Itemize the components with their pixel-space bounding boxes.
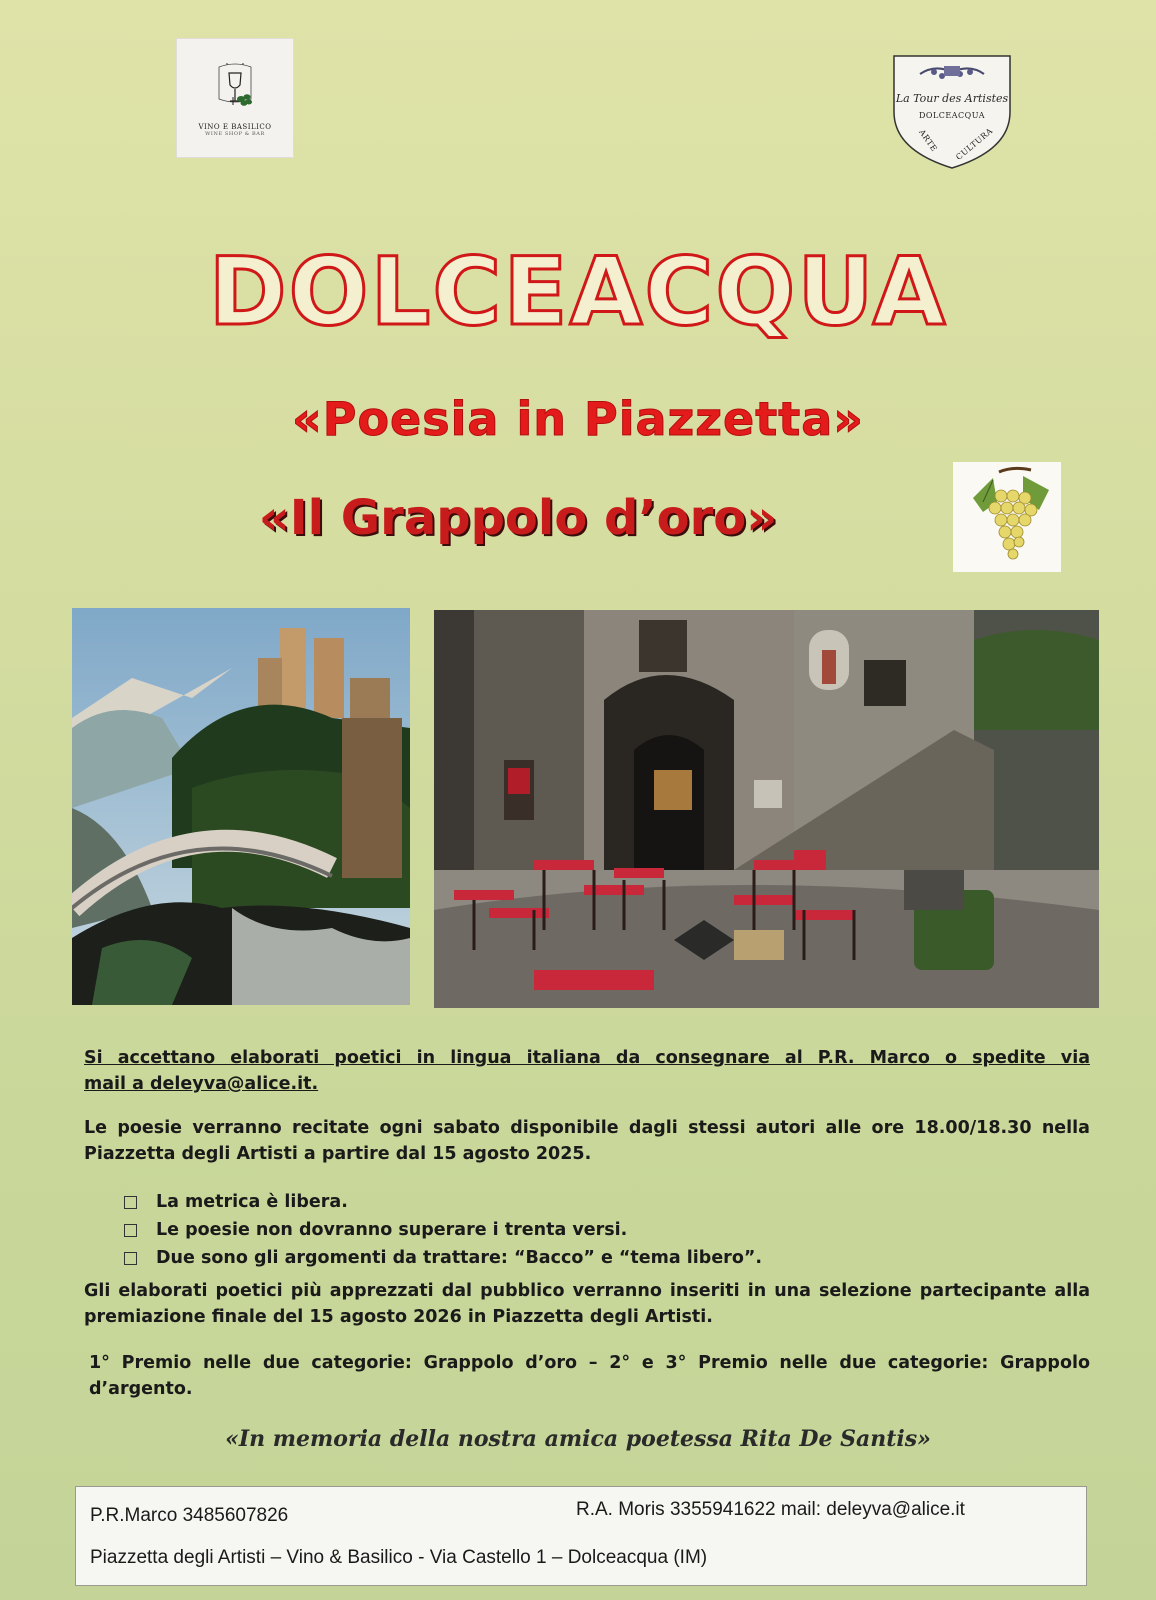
prizes-paragraph: 1° Premio nelle due categorie: Grappolo d’oro – 2° e 3° Premio nelle due categorie: Grappolo d’argento. <box>89 1353 1090 1399</box>
checkbox-square-icon <box>124 1196 137 1209</box>
selection-paragraph: Gli elaborati poetici più apprezzati dal pubblico verranno inseriti in una selezione partecipante alla premiazione finale del 15 agosto 2026 in Piazzetta degli Artisti. <box>84 1281 1090 1327</box>
poster-subtitle: «Poesia in Piazzetta» <box>292 392 864 446</box>
submission-line-1: Si accettano elaborati poetici in lingua italiana da consegnare al P.R. Marco o spedite via <box>84 1048 1090 1068</box>
contact-ra: R.A. Moris 3355941622 mail: deleyva@alice.it <box>576 1499 965 1520</box>
vino-basilico-logo <box>176 38 294 158</box>
checkbox-square-icon <box>124 1252 137 1265</box>
memorial-dedication: «In memoria della nostra amica poetessa Rita De Santis» <box>225 1426 931 1452</box>
submission-line-2: mail a deleyva@alice.it. <box>84 1074 319 1094</box>
logo-left-name: VINO E BASILICO <box>198 123 272 131</box>
submission-paragraph <box>84 1045 1090 1097</box>
contact-pr: P.R.Marco 3485607826 <box>90 1505 289 1526</box>
contact-address: Piazzetta degli Artisti – Vino & Basilico - Via Castello 1 – Dolceacqua (IM) <box>90 1547 708 1568</box>
poster-subtitle-2: «Il Grappolo d’oro» <box>258 490 778 546</box>
checkbox-square-icon <box>124 1224 137 1237</box>
list-item: La metrica è libera. <box>124 1188 762 1216</box>
logo-right-arte: ARTE <box>917 127 939 154</box>
la-tour-des-artistes-logo <box>890 50 1014 174</box>
poster-title: DOLCEACQUA <box>208 238 948 347</box>
logo-right-name: La Tour des Artistes <box>895 92 1009 105</box>
contact-box <box>75 1486 1087 1586</box>
list-item: Due sono gli argomenti da trattare: “Bacco” e “tema libero”. <box>124 1244 762 1272</box>
castle-bridge-painting <box>72 608 410 1005</box>
wine-glass-basil-icon <box>211 59 259 119</box>
rules-list <box>124 1188 762 1272</box>
list-item: Le poesie non dovranno superare i trenta versi. <box>124 1216 762 1244</box>
logo-right-place: DOLCEACQUA <box>919 111 985 120</box>
grape-illustration <box>953 462 1061 572</box>
grape-bunch-icon <box>953 462 1061 572</box>
piazzetta-photo <box>434 610 1099 1008</box>
recital-paragraph: Le poesie verranno recitate ogni sabato disponibile dagli stessi autori alle ore 18.00/18.30 nella Piazzetta degli Artisti a partire dal 15 agosto 2025. <box>84 1118 1090 1164</box>
logo-left-tagline: WINE SHOP & BAR <box>205 131 265 137</box>
logo-right-cultura: CULTURA <box>954 126 995 162</box>
